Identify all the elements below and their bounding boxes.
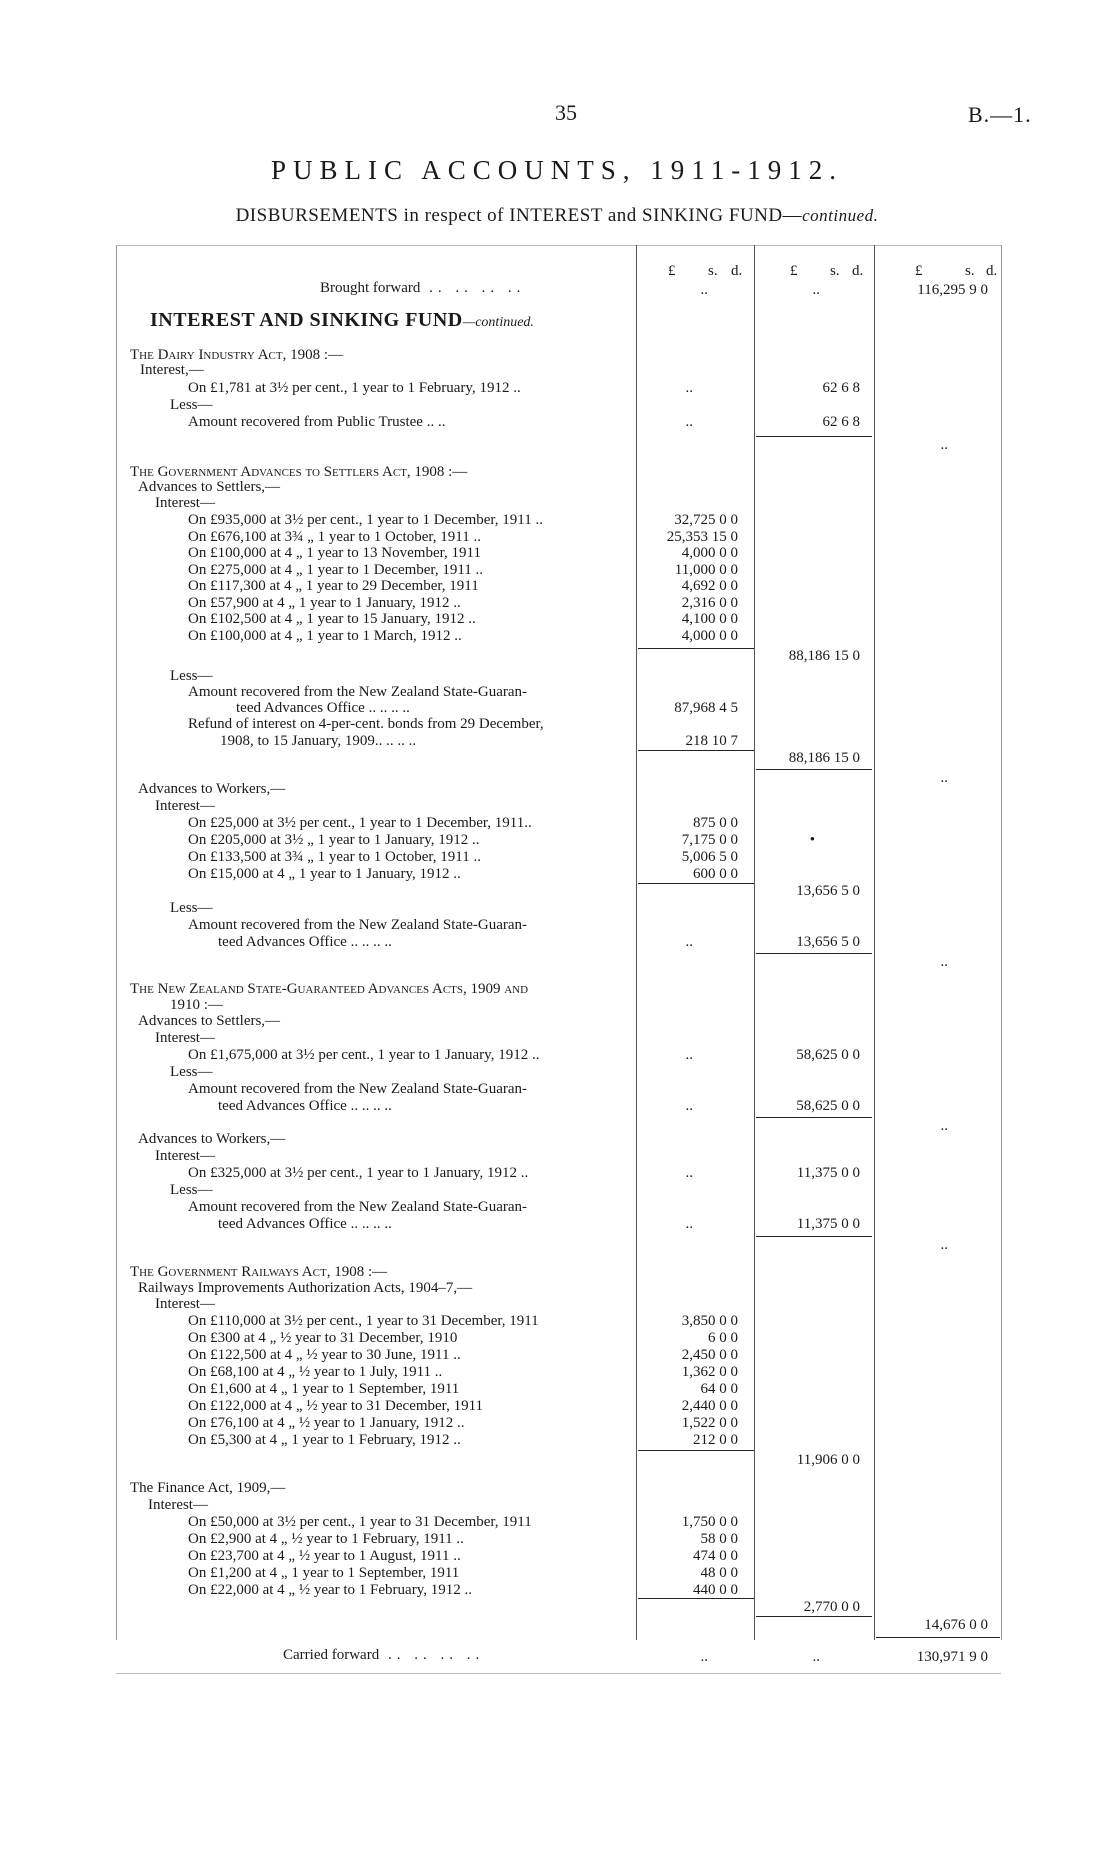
ledger-line: On £117,300 at 4 „ 1 year to 29 December, 1911 <box>188 578 479 594</box>
amount-c2: 2,770 0 0 <box>803 1599 860 1615</box>
table-right-rule <box>1001 245 1002 1640</box>
ledger-line: teed Advances Office .. .. .. .. <box>218 1098 392 1114</box>
ledger-line: On £1,600 at 4 „ 1 year to 1 September, 1911 <box>188 1381 460 1397</box>
ledger-line: Interest,— <box>140 362 204 378</box>
amount-c2: 62 6 8 <box>822 380 860 396</box>
document-reference: B.—1. <box>968 102 1032 127</box>
ledger-line: Advances to Settlers,— <box>138 1013 281 1029</box>
amount-c1: 48 0 0 <box>700 1565 738 1581</box>
ledger-line: Advances to Settlers,— <box>138 479 281 495</box>
column-rule-2 <box>754 245 755 1640</box>
ledger-line: On £100,000 at 4 „ 1 year to 1 March, 1912 .. <box>188 628 462 644</box>
ledger-line: On £1,781 at 3½ per cent., 1 year to 1 February, 1912 .. <box>188 380 521 396</box>
ledger-line: Interest— <box>155 1148 215 1164</box>
brought-forward-text: Brought forward <box>320 280 421 296</box>
ledger-line: On £5,300 at 4 „ 1 year to 1 February, 1912 .. <box>188 1432 461 1448</box>
ledger-line: Interest— <box>155 798 215 814</box>
amount-c1: .. <box>685 1098 693 1114</box>
amount-c1: .. <box>685 380 693 396</box>
page-title: PUBLIC ACCOUNTS, 1911-1912. <box>270 155 844 185</box>
amount-c1: 11,000 0 0 <box>674 562 738 578</box>
ledger-line: The Finance Act, 1909,— <box>130 1480 286 1496</box>
amount-c1: 4,000 0 0 <box>681 628 738 644</box>
amount-c2: 11,375 0 0 <box>796 1216 860 1232</box>
col3-s-header: s. <box>965 263 975 279</box>
ledger-line: On £110,000 at 3½ per cent., 1 year to 31 December, 1911 <box>188 1313 539 1329</box>
brought-forward-total: 116,295 9 0 <box>917 282 988 298</box>
ledger-line: Refund of interest on 4-per-cent. bonds from 29 December, <box>188 716 544 732</box>
amount-c1: 474 0 0 <box>693 1548 738 1564</box>
column-rule-1 <box>636 245 637 1640</box>
carried-forward-col2: .. <box>812 1649 820 1665</box>
ledger-line: On £205,000 at 3½ „ 1 year to 1 January, 1912 .. <box>188 832 480 848</box>
rule-dairy <box>756 436 872 437</box>
col3-d-header: d. <box>986 263 998 279</box>
amount-c3: .. <box>940 1237 948 1253</box>
ledger-line: Amount recovered from the New Zealand State-Guaran- <box>188 1199 528 1215</box>
ledger-line: On £1,200 at 4 „ 1 year to 1 September, 1911 <box>188 1565 460 1581</box>
amount-c1: 3,850 0 0 <box>681 1313 738 1329</box>
ledger-line: Railways Improvements Authorization Acts, 1904–7,— <box>138 1280 473 1296</box>
amount-c2: 58,625 0 0 <box>796 1098 860 1114</box>
ledger-line: Advances to Workers,— <box>138 781 286 797</box>
amount-c1: 58 0 0 <box>700 1531 738 1547</box>
brought-forward-col2: .. <box>812 282 820 298</box>
rule-settlers-1 <box>638 648 754 649</box>
ledger-line: Less— <box>170 1182 213 1198</box>
ledger-line: On £25,000 at 3½ per cent., 1 year to 1 December, 1911.. <box>188 815 532 831</box>
ledger-line: On £76,100 at 4 „ ½ year to 1 January, 1912 .. <box>188 1415 465 1431</box>
brought-forward-col1: .. <box>700 282 708 298</box>
amount-c2: 58,625 0 0 <box>796 1047 860 1063</box>
amount-c1: 64 0 0 <box>700 1381 738 1397</box>
rule-settlers-2 <box>638 750 754 751</box>
amount-c1: 2,440 0 0 <box>681 1398 738 1414</box>
amount-c3: .. <box>940 954 948 970</box>
rule-finance <box>638 1598 754 1599</box>
rule-settlers-3 <box>756 769 872 770</box>
amount-c1: 4,000 0 0 <box>681 545 738 561</box>
amount-c3: 14,676 0 0 <box>924 1617 988 1633</box>
rule-railways <box>638 1450 754 1451</box>
amount-c1: .. <box>685 1216 693 1232</box>
subtitle-continued: continued. <box>802 206 879 225</box>
section-title-main: INTEREST AND SINKING FUND <box>150 309 463 331</box>
rule-workers-1 <box>638 883 754 884</box>
col1-pound-header: £ <box>668 263 676 279</box>
ledger-line: On £935,000 at 3½ per cent., 1 year to 1 December, 1911 .. <box>188 512 543 528</box>
ledger-line: On £676,100 at 3¾ „ 1 year to 1 October, 1911 .. <box>188 529 481 545</box>
amount-c1: 32,725 0 0 <box>674 512 738 528</box>
section-title <box>150 309 534 331</box>
ledger-line: On £122,500 at 4 „ ½ year to 30 June, 1911 .. <box>188 1347 461 1363</box>
amount-c3: .. <box>940 437 948 453</box>
ledger-line: On £23,700 at 4 „ ½ year to 1 August, 1911 .. <box>188 1548 461 1564</box>
ledger-line: Interest— <box>155 1030 215 1046</box>
amount-c1: 25,353 15 0 <box>666 529 738 545</box>
section-title-continued: —continued. <box>462 315 534 330</box>
ledger-line: 1910 :— <box>170 997 223 1013</box>
amount-c1: 1,362 0 0 <box>681 1364 738 1380</box>
ledger-line: Less— <box>170 397 213 413</box>
table-top-rule <box>116 245 1001 246</box>
table-bottom-rule <box>116 1673 1001 1674</box>
ledger-line: teed Advances Office .. .. .. .. <box>218 934 392 950</box>
ledger-line: On £300 at 4 „ ½ year to 31 December, 1910 <box>188 1330 458 1346</box>
amount-c2: • <box>809 832 815 848</box>
ledger-line: On £102,500 at 4 „ 1 year to 15 January, 1912 .. <box>188 611 476 627</box>
ledger-line: On £22,000 at 4 „ ½ year to 1 February, 1912 .. <box>188 1582 472 1598</box>
ledger-line: Interest— <box>155 1296 215 1312</box>
amount-c1: 218 10 7 <box>685 733 738 749</box>
carried-forward-col1: .. <box>700 1649 708 1665</box>
amount-c2: 88,186 15 0 <box>788 648 860 664</box>
amount-c1: 1,522 0 0 <box>681 1415 738 1431</box>
ledger-line: On £15,000 at 4 „ 1 year to 1 January, 1912 .. <box>188 866 461 882</box>
ledger-line: Less— <box>170 668 213 684</box>
ledger-line: On £1,675,000 at 3½ per cent., 1 year to 1 January, 1912 .. <box>188 1047 540 1063</box>
amount-c1: 600 0 0 <box>693 866 738 882</box>
amount-c1: 1,750 0 0 <box>681 1514 738 1530</box>
column-rule-3 <box>874 245 875 1640</box>
amount-c1: .. <box>685 414 693 430</box>
ledger-line: Interest— <box>155 495 215 511</box>
amount-c1: .. <box>685 1165 693 1181</box>
ledger-line: teed Advances Office .. .. .. .. <box>236 700 410 716</box>
page-number: 35 <box>555 100 577 125</box>
ledger-line: On £325,000 at 3½ per cent., 1 year to 1 January, 1912 .. <box>188 1165 529 1181</box>
amount-c1: .. <box>685 934 693 950</box>
ledger-line: Less— <box>170 1064 213 1080</box>
amount-c2: 13,656 5 0 <box>796 934 860 950</box>
col2-d-header: d. <box>852 263 864 279</box>
ledger-line: Amount recovered from the New Zealand State-Guaran- <box>188 684 528 700</box>
ledger-line: teed Advances Office .. .. .. .. <box>218 1216 392 1232</box>
amount-c1: 7,175 0 0 <box>681 832 738 848</box>
amount-c1: 212 0 0 <box>693 1432 738 1448</box>
carried-forward-total: 130,971 9 0 <box>916 1649 988 1665</box>
amount-c1: 6 0 0 <box>708 1330 738 1346</box>
ledger-line: 1908, to 15 January, 1909.. .. .. .. <box>220 733 417 749</box>
ledger-line: On £122,000 at 4 „ ½ year to 31 December, 1911 <box>188 1398 484 1414</box>
amount-c2: 11,906 0 0 <box>796 1452 860 1468</box>
amount-c1: 4,692 0 0 <box>681 578 738 594</box>
ledger-line: Amount recovered from Public Trustee .. .. <box>188 414 446 430</box>
ledger-line: The Dairy Industry Act, 1908 :— <box>130 347 344 363</box>
ledger-line: The Government Advances to Settlers Act, 1908 :— <box>130 464 468 480</box>
amount-c3: .. <box>940 770 948 786</box>
amount-c1: 87,968 4 5 <box>674 700 738 716</box>
amount-c1: 875 0 0 <box>693 815 738 831</box>
ledger-line: On £2,900 at 4 „ ½ year to 1 February, 1911 .. <box>188 1531 464 1547</box>
rule-nz-workers <box>756 1236 872 1237</box>
amount-c2: 88,186 15 0 <box>788 750 860 766</box>
subtitle-main: DISBURSEMENTS in respect of INTEREST and SINKING FUND— <box>235 205 803 226</box>
carried-forward-text: Carried forward <box>283 1647 380 1663</box>
ledger-line: Interest— <box>148 1497 208 1513</box>
ledger-line: Amount recovered from the New Zealand State-Guaran- <box>188 917 528 933</box>
amount-c1: 2,450 0 0 <box>681 1347 738 1363</box>
col3-pound-header: £ <box>915 263 923 279</box>
rule-total-1 <box>756 1616 872 1617</box>
ledger-line: On £57,900 at 4 „ 1 year to 1 January, 1912 .. <box>188 595 461 611</box>
ledger-line: Advances to Workers,— <box>138 1131 286 1147</box>
page-subtitle <box>0 205 1114 227</box>
amount-c1: 5,006 5 0 <box>681 849 738 865</box>
amount-c1: 2,316 0 0 <box>681 595 738 611</box>
ledger-line: Amount recovered from the New Zealand State-Guaran- <box>188 1081 528 1097</box>
ledger-line: On £133,500 at 3¾ „ 1 year to 1 October, 1911 .. <box>188 849 481 865</box>
amount-c3: .. <box>940 1118 948 1134</box>
col1-s-header: s. <box>708 263 718 279</box>
amount-c1: 4,100 0 0 <box>681 611 738 627</box>
ledger-line: The Government Railways Act, 1908 :— <box>130 1264 388 1280</box>
table-left-rule <box>116 245 117 1640</box>
amount-c1: 440 0 0 <box>693 1582 738 1598</box>
ledger-line: On £275,000 at 4 „ 1 year to 1 December, 1911 .. <box>188 562 484 578</box>
brought-forward-label: Brought forward .. .. .. .. <box>320 280 526 296</box>
ledger-line: The New Zealand State-Guaranteed Advances Acts, 1909 and <box>130 981 529 997</box>
amount-c1: .. <box>685 1047 693 1063</box>
ledger-line: On £68,100 at 4 „ ½ year to 1 July, 1911 .. <box>188 1364 443 1380</box>
carried-forward-label: Carried forward .. .. .. .. <box>283 1647 485 1663</box>
col2-pound-header: £ <box>790 263 798 279</box>
rule-nz-settlers <box>756 1117 872 1118</box>
ledger-line: On £100,000 at 4 „ 1 year to 13 November, 1911 <box>188 545 481 561</box>
amount-c2: 13,656 5 0 <box>796 883 860 899</box>
rule-workers-2 <box>756 953 872 954</box>
rule-total-2 <box>876 1637 1000 1638</box>
ledger-line: On £50,000 at 3½ per cent., 1 year to 31 December, 1911 <box>188 1514 532 1530</box>
col2-s-header: s. <box>830 263 840 279</box>
amount-c2: 62 6 8 <box>822 414 860 430</box>
col1-d-header: d. <box>731 263 743 279</box>
ledger-line: Less— <box>170 900 213 916</box>
amount-c2: 11,375 0 0 <box>796 1165 860 1181</box>
